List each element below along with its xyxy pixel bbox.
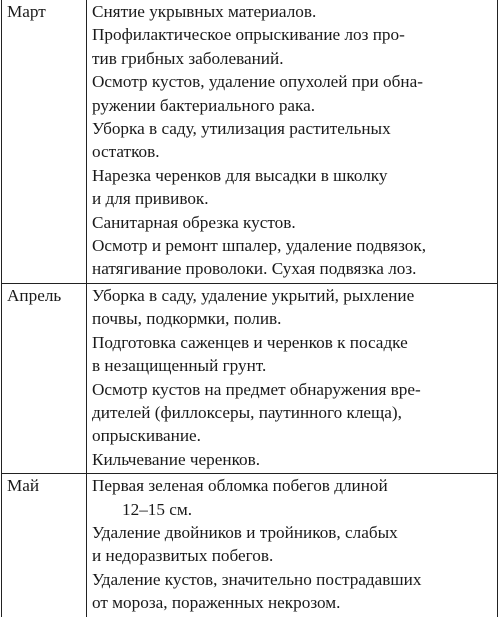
tasks-cell-may bbox=[87, 474, 498, 617]
task-item: Кильчевание черенков. bbox=[92, 449, 261, 469]
tasks-cell-april bbox=[87, 283, 498, 473]
task-item: Осмотр кустов на предмет обнаружения вре- дителей (филлоксеры, паутинного клеща), опрыскивание. bbox=[92, 379, 421, 446]
month-cell-may: Май bbox=[2, 474, 87, 617]
month-cell-march: Март bbox=[2, 0, 87, 283]
task-item: Осмотр и ремонт шпалер, удаление подвязок, натягивание проволоки. Сухая подвязка лоз. bbox=[92, 236, 427, 279]
task-item: Уборка в саду, утилизация растительных остатков. bbox=[92, 119, 391, 162]
task-item: Удаление двойников и тройников, слабых и недоразвитых побегов. bbox=[92, 522, 398, 566]
task-item: Санитарная обрезка кустов. bbox=[92, 212, 296, 232]
task-item: Уборка в саду, удаление укрытий, рыхление почвы, подкормки, полив. bbox=[92, 285, 415, 329]
table-row-may bbox=[2, 474, 498, 617]
task-item: Подготовка саженцев и черенков к посадке в незащищенный грунт. bbox=[92, 332, 408, 376]
table-row-march bbox=[2, 0, 498, 283]
table-row-april bbox=[2, 283, 498, 473]
task-item: Первая зеленая обломка побегов длиной bbox=[92, 476, 388, 496]
month-cell-april: Апрель bbox=[2, 283, 87, 473]
tasks-cell-march bbox=[87, 0, 498, 283]
task-item: Снятие укрывных материалов. bbox=[92, 2, 317, 21]
task-item: Удаление кустов, значительно пострадавших от мороза, пораженных некрозом. bbox=[92, 569, 422, 613]
task-item: Профилактическое опрыскивание лоз про- тив грибных заболеваний. bbox=[92, 25, 405, 68]
task-item: Осмотр кустов, удаление опухолей при обна- ружении бактериального рака. bbox=[92, 72, 423, 115]
task-item: Нарезка черенков для высадки в школку и для прививок. bbox=[92, 165, 388, 209]
task-item-continuation: 12–15 см. bbox=[122, 499, 193, 519]
vineyard-schedule-table bbox=[1, 0, 498, 617]
